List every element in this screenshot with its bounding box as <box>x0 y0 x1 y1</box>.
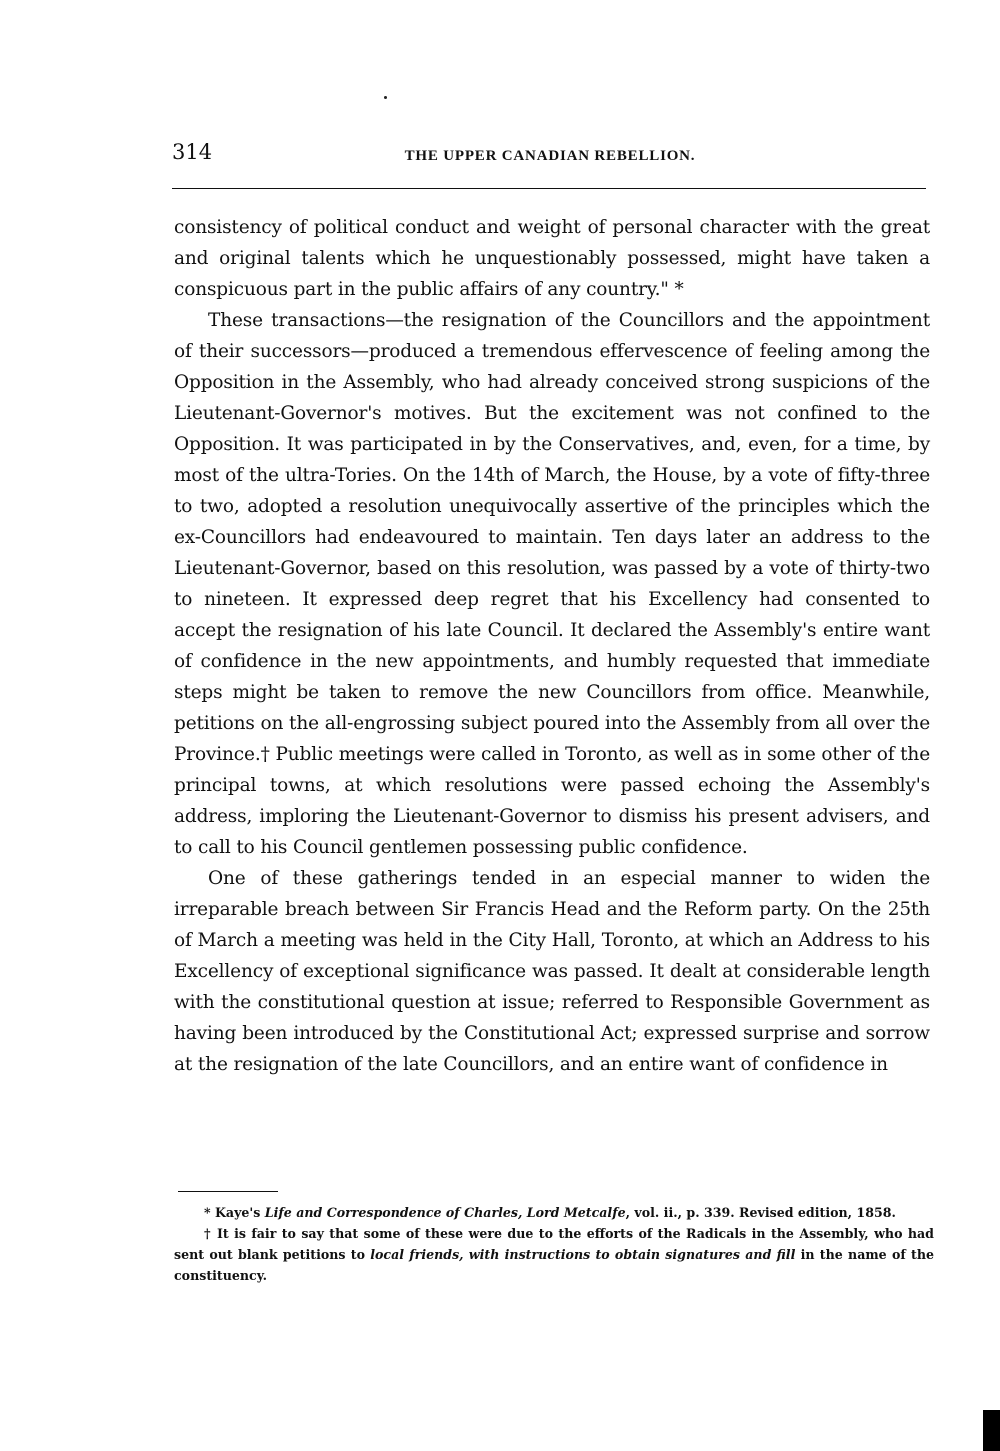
page-number: 314 <box>172 140 213 164</box>
paragraph-continued: consistency of political conduct and weight of personal character with the great and original talents which he unquestionably possessed, might have taken a conspicuous part in the public affairs of any country." * <box>174 217 930 300</box>
page-header <box>172 140 928 180</box>
paragraph: One of these gatherings tended in an especial manner to widen the irreparable breach between Sir Francis Head and the Reform party. On the 25th of March a meeting was held in the City Hall, Toronto, at which an Address to his Excellency of exceptional significance was passed. It dealt at considerable length with the constitutional question at issue; referred to Responsible Government as having been introduced by the Constitutional Act; expressed surprise and sorrow at the resignation of the late Councillors, and an entire want of confidence in <box>174 868 930 1075</box>
footnotes <box>174 1202 934 1286</box>
paragraph: These transactions—the resignation of the Councillors and the appointment of their successors—produced a tremendous effervescence of feeling among the Opposition in the Assembly, who had already conceived strong suspicions of the Lieutenant-Governor's motives. But the excitement was not confined to the Opposition. It was participated in by the Conservatives, and, even, for a time, by most of the ultra-Tories. On the 14th of March, the House, by a vote of fifty-three to two, adopted a resolution unequivocally assertive of the principles which the ex-Councillors had endeavoured to maintain. Ten days later an address to the Lieutenant-Governor, based on this resolution, was passed by a vote of thirty-two to nineteen. It expressed deep regret that his Excellency had consented to accept the resignation of his late Council. It declared the Assembly's entire want of confidence in the new appointments, and humbly requested that immediate steps might be taken to remove the new Councillors from office. Meanwhile, petitions on the all-engrossing subject poured into the Assembly from all over the Province.† Public meetings were called in Toronto, as well as in some other of the principal towns, at which resolutions were passed echoing the Assembly's address, imploring the Lieutenant-Governor to dismiss his present advisers, and to call to his Council gentlemen possessing public confidence. <box>174 310 930 858</box>
footnote-2: † It is fair to say that some of these were due to the efforts of the Radicals in the Assembly, who had sent out blank petitions to local friends, with instructions to obtain signatures and fill in the name of the constituency. <box>174 1226 934 1283</box>
scan-edge-mark <box>983 1410 1000 1451</box>
footnote-rule <box>178 1191 278 1192</box>
footnote-book-title: Life and Correspondence of Charles, Lord Metcalfe <box>264 1205 626 1220</box>
body-text <box>174 212 930 1080</box>
footnote-emphasis: local friends, with instructions to obtain signatures and fill <box>370 1247 796 1262</box>
header-rule <box>172 188 926 189</box>
footnote-1: * Kaye's Life and Correspondence of Charles, Lord Metcalfe, vol. ii., p. 339. Revised edition, 1858. <box>204 1205 896 1220</box>
speck-mark <box>384 96 387 99</box>
running-title: THE UPPER CANADIAN REBELLION. <box>404 148 696 164</box>
